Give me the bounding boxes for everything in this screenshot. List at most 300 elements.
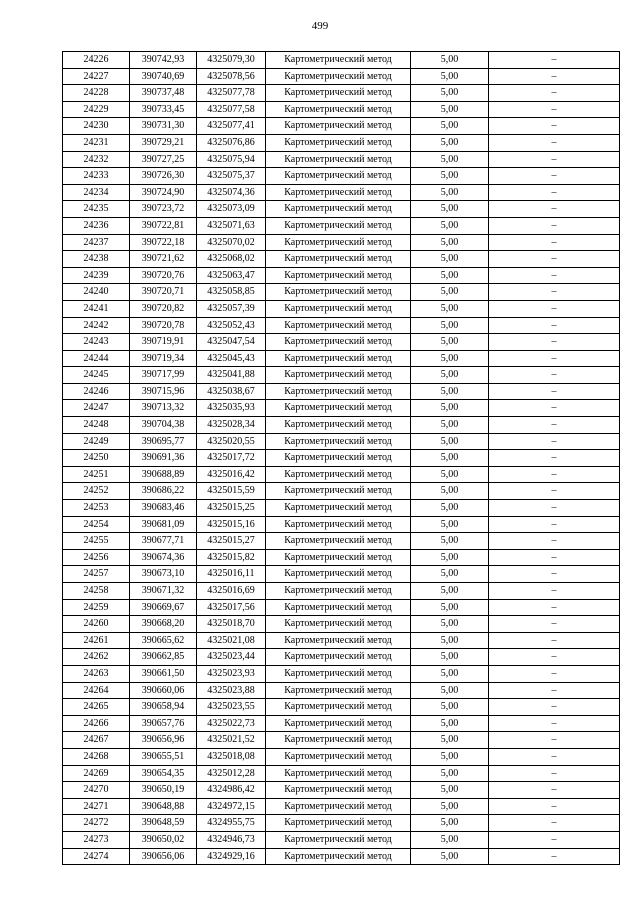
x-coordinate-cell: 390733,45 [130,101,197,118]
x-coordinate-cell: 390661,50 [130,665,197,682]
x-coordinate-cell: 390740,69 [130,68,197,85]
description-cell: – [489,732,620,749]
accuracy-cell: 5,00 [411,168,489,185]
y-coordinate-cell: 4325071,63 [197,217,266,234]
method-cell: Картометрический метод [266,85,411,102]
accuracy-cell: 5,00 [411,798,489,815]
description-cell: – [489,334,620,351]
x-coordinate-cell: 390656,06 [130,848,197,865]
method-cell: Картометрический метод [266,715,411,732]
x-coordinate-cell: 390650,02 [130,831,197,848]
table-row [63,566,620,583]
accuracy-cell: 5,00 [411,184,489,201]
table-row [63,300,620,317]
y-coordinate-cell: 4325021,52 [197,732,266,749]
table-row [63,433,620,450]
method-cell: Картометрический метод [266,831,411,848]
point-number-cell: 24273 [63,831,130,848]
point-number-cell: 24260 [63,616,130,633]
y-coordinate-cell: 4325017,72 [197,450,266,467]
description-cell: – [489,483,620,500]
accuracy-cell: 5,00 [411,699,489,716]
table-row [63,815,620,832]
point-number-cell: 24271 [63,798,130,815]
point-number-cell: 24254 [63,516,130,533]
y-coordinate-cell: 4324929,16 [197,848,266,865]
point-number-cell: 24253 [63,500,130,517]
table-row [63,234,620,251]
point-number-cell: 24229 [63,101,130,118]
x-coordinate-cell: 390654,35 [130,765,197,782]
table-row [63,251,620,268]
y-coordinate-cell: 4325075,37 [197,168,266,185]
point-number-cell: 24228 [63,85,130,102]
point-number-cell: 24237 [63,234,130,251]
x-coordinate-cell: 390719,34 [130,350,197,367]
description-cell: – [489,267,620,284]
x-coordinate-cell: 390737,48 [130,85,197,102]
method-cell: Картометрический метод [266,417,411,434]
table-row [63,466,620,483]
x-coordinate-cell: 390673,10 [130,566,197,583]
point-number-cell: 24265 [63,699,130,716]
accuracy-cell: 5,00 [411,234,489,251]
method-cell: Картометрический метод [266,400,411,417]
point-number-cell: 24261 [63,632,130,649]
x-coordinate-cell: 390722,81 [130,217,197,234]
method-cell: Картометрический метод [266,201,411,218]
point-number-cell: 24241 [63,300,130,317]
description-cell: – [489,782,620,799]
y-coordinate-cell: 4325015,82 [197,549,266,566]
description-cell: – [489,616,620,633]
table-row [63,52,620,69]
x-coordinate-cell: 390665,62 [130,632,197,649]
x-coordinate-cell: 390742,93 [130,52,197,69]
y-coordinate-cell: 4325058,85 [197,284,266,301]
x-coordinate-cell: 390686,22 [130,483,197,500]
table-row [63,782,620,799]
accuracy-cell: 5,00 [411,101,489,118]
y-coordinate-cell: 4324955,75 [197,815,266,832]
point-number-cell: 24234 [63,184,130,201]
method-cell: Картометрический метод [266,267,411,284]
method-cell: Картометрический метод [266,184,411,201]
table-row [63,317,620,334]
x-coordinate-cell: 390655,51 [130,748,197,765]
method-cell: Картометрический метод [266,450,411,467]
y-coordinate-cell: 4325018,08 [197,748,266,765]
accuracy-cell: 5,00 [411,300,489,317]
point-number-cell: 24248 [63,417,130,434]
accuracy-cell: 5,00 [411,815,489,832]
x-coordinate-cell: 390662,85 [130,649,197,666]
x-coordinate-cell: 390688,89 [130,466,197,483]
accuracy-cell: 5,00 [411,566,489,583]
point-number-cell: 24266 [63,715,130,732]
y-coordinate-cell: 4325077,58 [197,101,266,118]
description-cell: – [489,251,620,268]
x-coordinate-cell: 390723,72 [130,201,197,218]
point-number-cell: 24252 [63,483,130,500]
accuracy-cell: 5,00 [411,367,489,384]
description-cell: – [489,848,620,865]
table-row [63,400,620,417]
table-row [63,201,620,218]
y-coordinate-cell: 4325073,09 [197,201,266,218]
table-row [63,732,620,749]
y-coordinate-cell: 4325012,28 [197,765,266,782]
accuracy-cell: 5,00 [411,748,489,765]
method-cell: Картометрический метод [266,284,411,301]
x-coordinate-cell: 390657,76 [130,715,197,732]
description-cell: – [489,134,620,151]
accuracy-cell: 5,00 [411,450,489,467]
y-coordinate-cell: 4325023,93 [197,665,266,682]
table-row [63,699,620,716]
description-cell: – [489,417,620,434]
description-cell: – [489,101,620,118]
method-cell: Картометрический метод [266,616,411,633]
x-coordinate-cell: 390669,67 [130,599,197,616]
description-cell: – [489,665,620,682]
table-row [63,151,620,168]
table-row [63,217,620,234]
x-coordinate-cell: 390681,09 [130,516,197,533]
method-cell: Картометрический метод [266,815,411,832]
method-cell: Картометрический метод [266,583,411,600]
y-coordinate-cell: 4325023,88 [197,682,266,699]
y-coordinate-cell: 4325015,59 [197,483,266,500]
x-coordinate-cell: 390717,99 [130,367,197,384]
x-coordinate-cell: 390720,78 [130,317,197,334]
x-coordinate-cell: 390660,06 [130,682,197,699]
y-coordinate-cell: 4325074,36 [197,184,266,201]
description-cell: – [489,699,620,716]
x-coordinate-cell: 390677,71 [130,533,197,550]
y-coordinate-cell: 4324986,42 [197,782,266,799]
accuracy-cell: 5,00 [411,383,489,400]
point-number-cell: 24264 [63,682,130,699]
coordinates-table-body [63,52,620,865]
accuracy-cell: 5,00 [411,665,489,682]
point-number-cell: 24259 [63,599,130,616]
accuracy-cell: 5,00 [411,201,489,218]
method-cell: Картометрический метод [266,367,411,384]
description-cell: – [489,350,620,367]
point-number-cell: 24246 [63,383,130,400]
accuracy-cell: 5,00 [411,599,489,616]
method-cell: Картометрический метод [266,118,411,135]
x-coordinate-cell: 390727,25 [130,151,197,168]
accuracy-cell: 5,00 [411,118,489,135]
description-cell: – [489,118,620,135]
description-cell: – [489,649,620,666]
x-coordinate-cell: 390731,30 [130,118,197,135]
method-cell: Картометрический метод [266,433,411,450]
accuracy-cell: 5,00 [411,516,489,533]
method-cell: Картометрический метод [266,68,411,85]
description-cell: – [489,516,620,533]
y-coordinate-cell: 4325023,55 [197,699,266,716]
accuracy-cell: 5,00 [411,85,489,102]
table-row [63,748,620,765]
y-coordinate-cell: 4325022,73 [197,715,266,732]
x-coordinate-cell: 390715,96 [130,383,197,400]
x-coordinate-cell: 390724,90 [130,184,197,201]
y-coordinate-cell: 4325018,70 [197,616,266,633]
point-number-cell: 24249 [63,433,130,450]
table-row [63,134,620,151]
table-row [63,500,620,517]
y-coordinate-cell: 4325016,69 [197,583,266,600]
y-coordinate-cell: 4325079,30 [197,52,266,69]
point-number-cell: 24235 [63,201,130,218]
table-row [63,831,620,848]
table-row [63,350,620,367]
accuracy-cell: 5,00 [411,848,489,865]
x-coordinate-cell: 390704,38 [130,417,197,434]
accuracy-cell: 5,00 [411,52,489,69]
description-cell: – [489,367,620,384]
x-coordinate-cell: 390648,88 [130,798,197,815]
point-number-cell: 24274 [63,848,130,865]
table-row [63,168,620,185]
method-cell: Картометрический метод [266,516,411,533]
point-number-cell: 24232 [63,151,130,168]
point-number-cell: 24239 [63,267,130,284]
method-cell: Картометрический метод [266,798,411,815]
accuracy-cell: 5,00 [411,417,489,434]
description-cell: – [489,450,620,467]
method-cell: Картометрический метод [266,599,411,616]
x-coordinate-cell: 390720,76 [130,267,197,284]
method-cell: Картометрический метод [266,52,411,69]
accuracy-cell: 5,00 [411,649,489,666]
y-coordinate-cell: 4325028,34 [197,417,266,434]
y-coordinate-cell: 4325076,86 [197,134,266,151]
method-cell: Картометрический метод [266,101,411,118]
table-row [63,417,620,434]
point-number-cell: 24244 [63,350,130,367]
accuracy-cell: 5,00 [411,583,489,600]
point-number-cell: 24255 [63,533,130,550]
description-cell: – [489,284,620,301]
table-row [63,649,620,666]
accuracy-cell: 5,00 [411,632,489,649]
point-number-cell: 24226 [63,52,130,69]
point-number-cell: 24240 [63,284,130,301]
x-coordinate-cell: 390695,77 [130,433,197,450]
point-number-cell: 24269 [63,765,130,782]
x-coordinate-cell: 390713,32 [130,400,197,417]
description-cell: – [489,715,620,732]
y-coordinate-cell: 4325015,25 [197,500,266,517]
y-coordinate-cell: 4325017,56 [197,599,266,616]
table-row [63,85,620,102]
point-number-cell: 24243 [63,334,130,351]
accuracy-cell: 5,00 [411,134,489,151]
description-cell: – [489,500,620,517]
y-coordinate-cell: 4325015,27 [197,533,266,550]
method-cell: Картометрический метод [266,234,411,251]
y-coordinate-cell: 4325077,41 [197,118,266,135]
x-coordinate-cell: 390722,18 [130,234,197,251]
description-cell: – [489,201,620,218]
method-cell: Картометрический метод [266,732,411,749]
point-number-cell: 24270 [63,782,130,799]
y-coordinate-cell: 4325075,94 [197,151,266,168]
point-number-cell: 24242 [63,317,130,334]
method-cell: Картометрический метод [266,350,411,367]
method-cell: Картометрический метод [266,765,411,782]
x-coordinate-cell: 390648,59 [130,815,197,832]
method-cell: Картометрический метод [266,300,411,317]
point-number-cell: 24268 [63,748,130,765]
point-number-cell: 24272 [63,815,130,832]
description-cell: – [489,632,620,649]
table-row [63,798,620,815]
y-coordinate-cell: 4325077,78 [197,85,266,102]
point-number-cell: 24233 [63,168,130,185]
y-coordinate-cell: 4325052,43 [197,317,266,334]
method-cell: Картометрический метод [266,566,411,583]
x-coordinate-cell: 390683,46 [130,500,197,517]
accuracy-cell: 5,00 [411,284,489,301]
table-row [63,101,620,118]
accuracy-cell: 5,00 [411,350,489,367]
point-number-cell: 24267 [63,732,130,749]
description-cell: – [489,400,620,417]
method-cell: Картометрический метод [266,251,411,268]
description-cell: – [489,765,620,782]
description-cell: – [489,317,620,334]
table-row [63,483,620,500]
y-coordinate-cell: 4325047,54 [197,334,266,351]
x-coordinate-cell: 390668,20 [130,616,197,633]
x-coordinate-cell: 390650,19 [130,782,197,799]
table-row [63,632,620,649]
x-coordinate-cell: 390656,96 [130,732,197,749]
x-coordinate-cell: 390720,71 [130,284,197,301]
table-row [63,118,620,135]
table-row [63,682,620,699]
x-coordinate-cell: 390726,30 [130,168,197,185]
accuracy-cell: 5,00 [411,466,489,483]
method-cell: Картометрический метод [266,317,411,334]
x-coordinate-cell: 390721,62 [130,251,197,268]
accuracy-cell: 5,00 [411,400,489,417]
description-cell: – [489,549,620,566]
y-coordinate-cell: 4325016,42 [197,466,266,483]
y-coordinate-cell: 4325023,44 [197,649,266,666]
y-coordinate-cell: 4325021,08 [197,632,266,649]
method-cell: Картометрический метод [266,549,411,566]
x-coordinate-cell: 390658,94 [130,699,197,716]
table-row [63,383,620,400]
point-number-cell: 24231 [63,134,130,151]
y-coordinate-cell: 4325015,16 [197,516,266,533]
accuracy-cell: 5,00 [411,616,489,633]
y-coordinate-cell: 4325020,55 [197,433,266,450]
table-row [63,184,620,201]
method-cell: Картометрический метод [266,383,411,400]
accuracy-cell: 5,00 [411,549,489,566]
y-coordinate-cell: 4325057,39 [197,300,266,317]
y-coordinate-cell: 4325041,88 [197,367,266,384]
accuracy-cell: 5,00 [411,217,489,234]
method-cell: Картометрический метод [266,649,411,666]
description-cell: – [489,798,620,815]
description-cell: – [489,682,620,699]
method-cell: Картометрический метод [266,483,411,500]
description-cell: – [489,599,620,616]
x-coordinate-cell: 390674,36 [130,549,197,566]
accuracy-cell: 5,00 [411,317,489,334]
y-coordinate-cell: 4325035,93 [197,400,266,417]
description-cell: – [489,52,620,69]
table-row [63,516,620,533]
description-cell: – [489,184,620,201]
table-row [63,367,620,384]
accuracy-cell: 5,00 [411,68,489,85]
description-cell: – [489,217,620,234]
table-row [63,665,620,682]
table-row [63,267,620,284]
description-cell: – [489,85,620,102]
description-cell: – [489,151,620,168]
accuracy-cell: 5,00 [411,765,489,782]
method-cell: Картометрический метод [266,151,411,168]
table-row [63,599,620,616]
accuracy-cell: 5,00 [411,732,489,749]
description-cell: – [489,533,620,550]
point-number-cell: 24263 [63,665,130,682]
description-cell: – [489,466,620,483]
point-number-cell: 24262 [63,649,130,666]
description-cell: – [489,433,620,450]
table-row [63,284,620,301]
description-cell: – [489,566,620,583]
point-number-cell: 24247 [63,400,130,417]
y-coordinate-cell: 4325070,02 [197,234,266,251]
y-coordinate-cell: 4325045,43 [197,350,266,367]
x-coordinate-cell: 390719,91 [130,334,197,351]
table-row [63,848,620,865]
accuracy-cell: 5,00 [411,715,489,732]
description-cell: – [489,815,620,832]
y-coordinate-cell: 4324946,73 [197,831,266,848]
table-row [63,583,620,600]
method-cell: Картометрический метод [266,782,411,799]
method-cell: Картометрический метод [266,168,411,185]
y-coordinate-cell: 4324972,15 [197,798,266,815]
method-cell: Картометрический метод [266,134,411,151]
table-row [63,715,620,732]
point-number-cell: 24236 [63,217,130,234]
method-cell: Картометрический метод [266,848,411,865]
table-row [63,616,620,633]
accuracy-cell: 5,00 [411,267,489,284]
y-coordinate-cell: 4325063,47 [197,267,266,284]
table-row [63,533,620,550]
accuracy-cell: 5,00 [411,483,489,500]
point-number-cell: 24256 [63,549,130,566]
table-row [63,450,620,467]
method-cell: Картометрический метод [266,500,411,517]
accuracy-cell: 5,00 [411,533,489,550]
accuracy-cell: 5,00 [411,782,489,799]
